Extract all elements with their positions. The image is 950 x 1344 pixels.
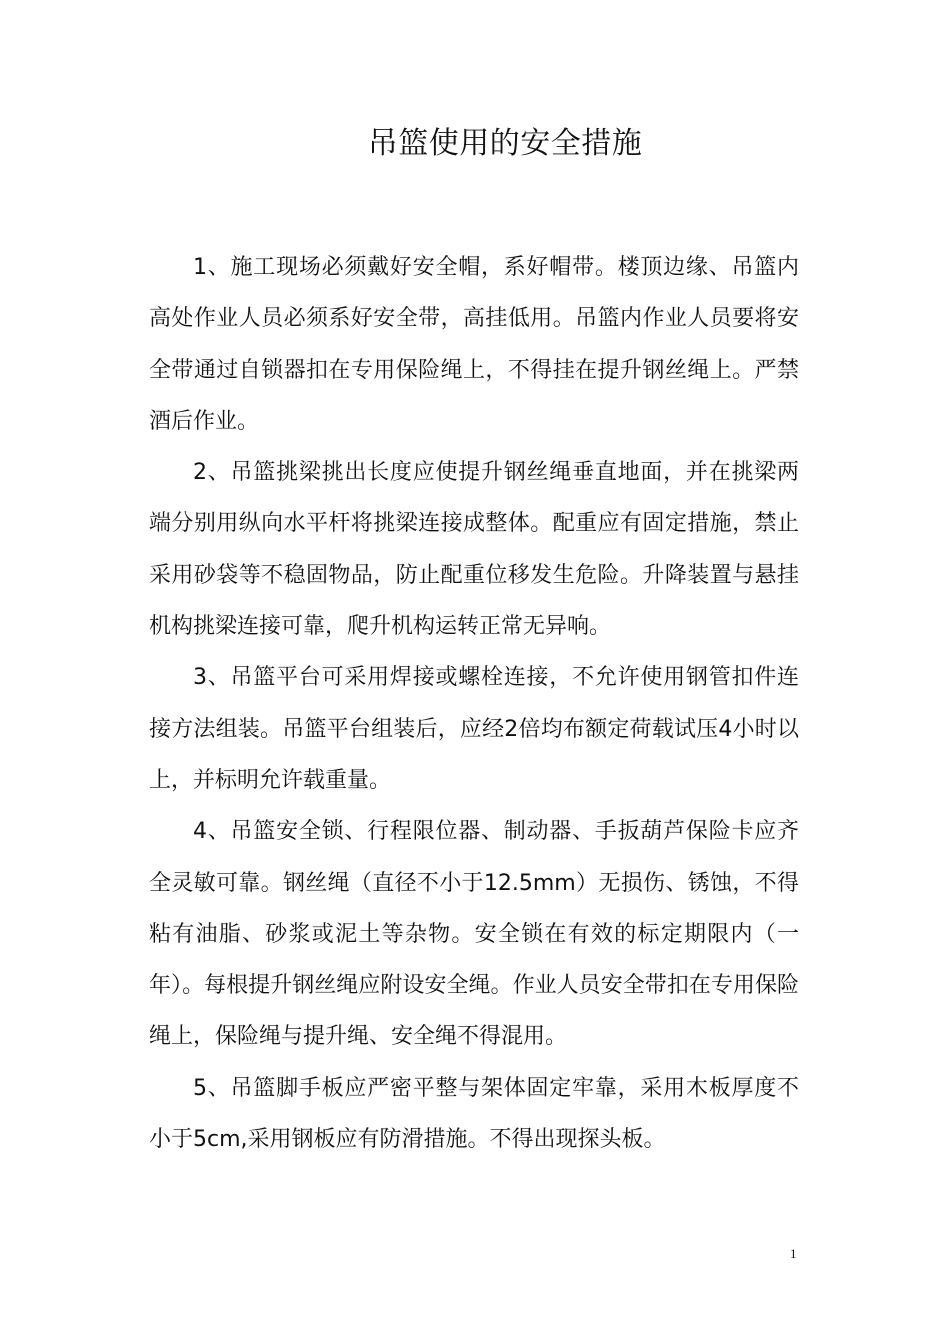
page-title: 吊篮使用的安全措施 xyxy=(367,126,643,161)
page-number: 1 xyxy=(790,1246,797,1261)
paragraph-4: 4、吊篮安全锁、行程限位器、制动器、手扳葫芦保险卡应齐全灵敏可靠。钢丝绳（直径不小于12.5mm）无损伤、锈蚀，不得粘有油脂、砂浆或泥土等杂物。安全锁在有效的标定期限内（一年）。每根提升钢丝绳应附设安全绳。作业人员安全带扣在专用保险绳上，保险绳与提升绳、安全绳不得混用。 xyxy=(149,819,799,1050)
document-body xyxy=(149,242,799,1165)
paragraph-5: 5、吊篮脚手板应严密平整与架体固定牢靠，采用木板厚度不小于5cm,采用钢板应有防滑措施。不得出现探头板。 xyxy=(149,1075,799,1153)
paragraph-1: 1、施工现场必须戴好安全帽，系好帽带。楼顶边缘、吊篮内高处作业人员必须系好安全带，高挂低用。吊篮内作业人员要将安全带通过自锁器扣在专用保险绳上，不得挂在提升钢丝绳上。严禁酒后作业。 xyxy=(149,255,799,434)
paragraph-2: 2、吊篮挑梁挑出长度应使提升钢丝绳垂直地面，并在挑梁两端分别用纵向水平杆将挑梁连接成整体。配重应有固定措施，禁止采用砂袋等不稳固物品，防止配重位移发生危险。升降装置与悬挂机构挑梁连接可靠，爬升机构运转正常无异响。 xyxy=(149,460,799,640)
paragraph-3: 3、吊篮平台可采用焊接或螺栓连接，不允许使用钢管扣件连接方法组装。吊篮平台组装后，应经2倍均布额定荷载试压4小时以上，并标明允许载重量。 xyxy=(149,665,799,793)
